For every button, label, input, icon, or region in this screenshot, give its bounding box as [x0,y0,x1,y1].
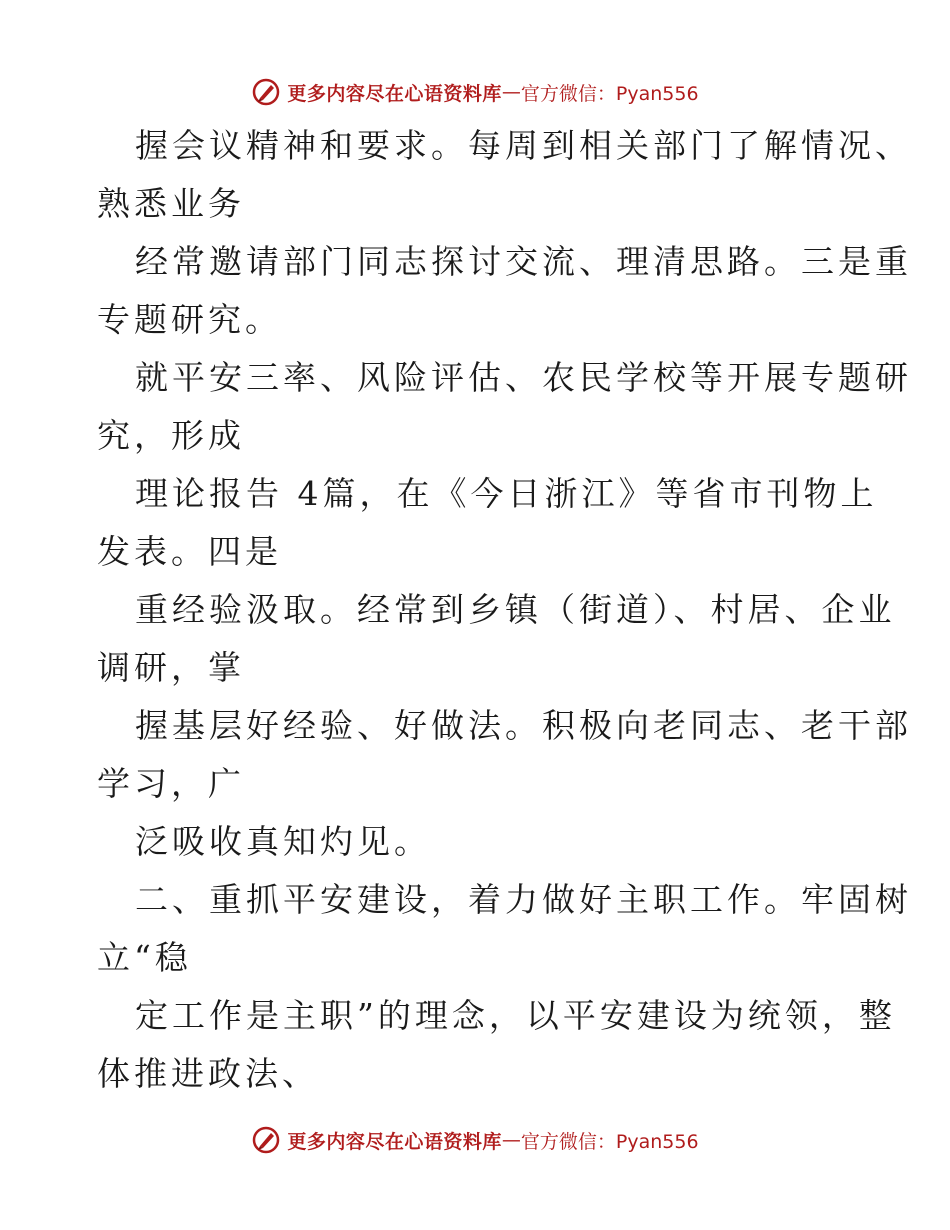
body-line: 理论报告 4篇，在《今日浙江》等省市刊物上 [135,474,878,513]
header-banner [0,72,950,112]
header-wechat-text: 官方微信：Pyan556 [520,82,699,105]
body-line: 泛吸收真知灼见。 [135,822,431,861]
body-line: 定工作是主职”的理念，以平安建设为统领，整 [135,996,896,1035]
body-line: 体推进政法、 [97,1054,319,1093]
document-body [97,117,912,1103]
body-line: 握基层好经验、好做法。积极向老同志、老干部 [135,706,912,745]
header-separator: — [501,81,521,103]
body-line: 发表。四是 [97,532,282,571]
body-line: 专题研究。 [97,300,282,339]
body-line: 重经验汲取。经常到乡镇（街道）、村居、企业 [135,590,896,629]
footer-wechat-text: 官方微信：Pyan556 [520,1130,699,1153]
header-brand-text: 更多内容尽在心语资料库 [287,82,502,105]
pen-circle-logo-icon [251,77,281,107]
body-line: 调研，掌 [97,648,245,687]
body-line: 立“稳 [97,938,192,977]
footer-separator: — [501,1129,521,1151]
body-line: 就平安三率、风险评估、农民学校等开展专题研 [135,358,912,397]
body-line: 学习，广 [97,764,245,803]
pen-circle-logo-icon [251,1125,281,1155]
footer-brand-text: 更多内容尽在心语资料库 [287,1130,502,1153]
body-line: 握会议精神和要求。每周到相关部门了解情况、 [135,126,912,165]
body-line: 究，形成 [97,416,245,455]
footer-banner [0,1120,950,1160]
body-line: 熟悉业务 [97,184,245,223]
body-line: 经常邀请部门同志探讨交流、理清思路。三是重 [135,242,912,281]
body-line: 二、重抓平安建设，着力做好主职工作。牢固树 [135,880,912,919]
